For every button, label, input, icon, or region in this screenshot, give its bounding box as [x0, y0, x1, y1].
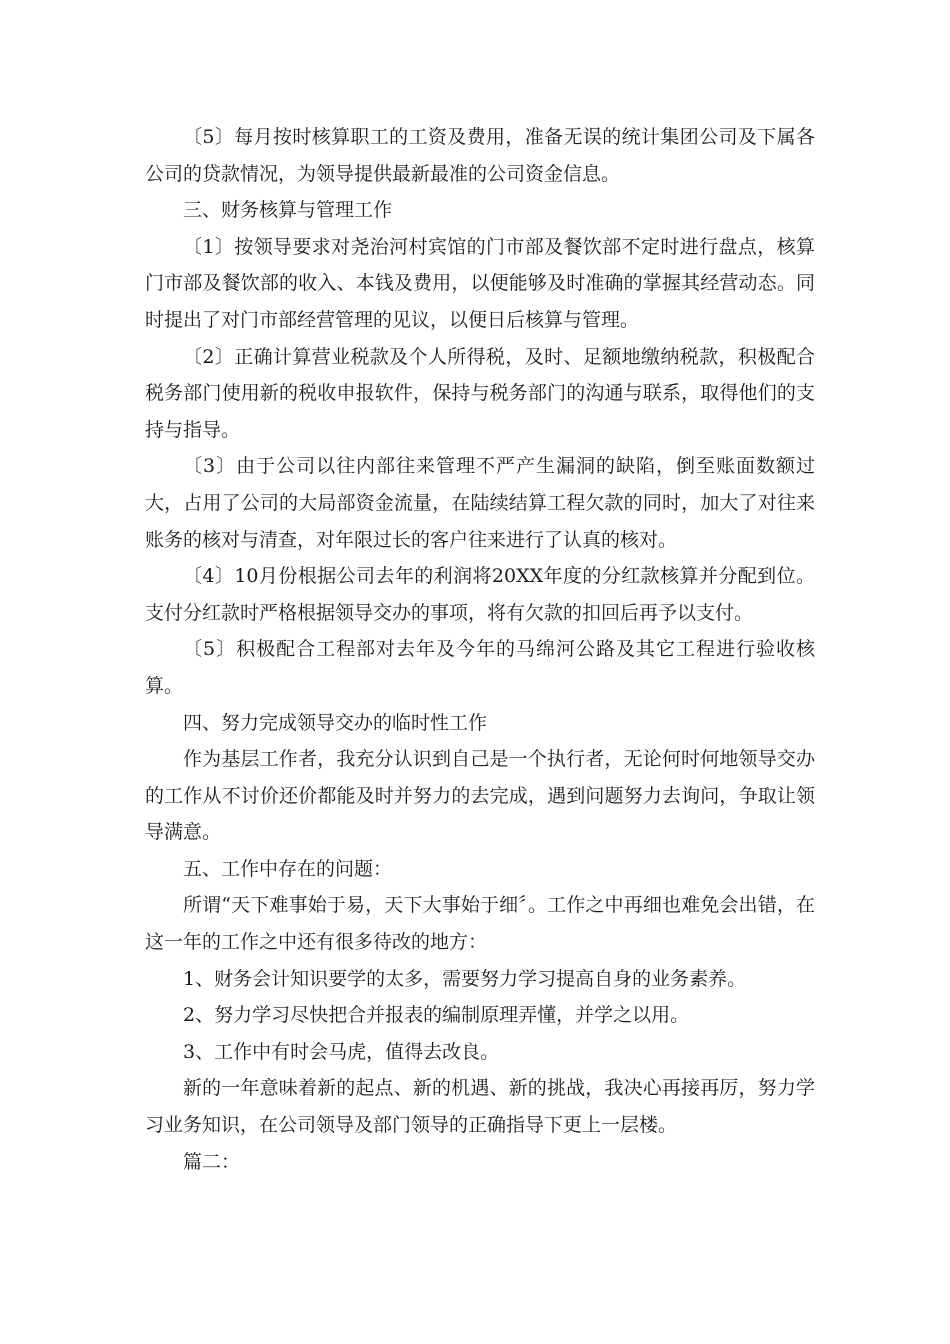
heading-temporary-work: 四、努力完成领导交办的临时性工作 [183, 711, 488, 734]
document-body [145, 119, 815, 1180]
paragraph-internal-accounts: 〔3〕由于公司以往内部往来管理不严产生漏洞的缺陷，倒至账面数额过大，占用了公司的大局部资金流量，在陆续结算工程欠款的同时，加大了对往来账务的核对与清查，对年限过长的客户往来进行了认真的核对。 [145, 455, 815, 551]
paragraph-inventory-check: 〔1〕按领导要求对尧治河村宾馆的门市部及餐饮部不定时进行盘点，核算门市部及餐饮部的收入、本钱及费用，以便能够及时准确的掌握其经营动态。同时提出了对门市部经营管理的见议，以便日后核算与管理。 [145, 235, 815, 331]
list-item-3: 3、工作中有时会马虎，值得去改良。 [183, 1040, 500, 1063]
list-item-1: 1、财务会计知识要学的太多，需要努力学习提高自身的业务素养。 [183, 967, 747, 990]
heading-problems: 五、工作中存在的问题： [183, 857, 393, 880]
paragraph-new-year: 新的一年意味着新的起点、新的机遇、新的挑战，我决心再接再厉，努力学习业务知识，在公司领导及部门领导的正确指导下更上一层楼。 [145, 1077, 815, 1137]
section-label-part-two: 篇二： [183, 1150, 241, 1173]
paragraph-executor: 作为基层工作者，我充分认识到自己是一个执行者，无论何时何地领导交办的工作从不讨价还价都能及时并努力的去完成，遇到问题努力去询问，争取让领导满意。 [145, 748, 815, 844]
paragraph-salary-accounting: 〔5〕每月按时核算职工的工资及费用，准备无误的统计集团公司及下属各公司的贷款情况，为领导提供最新最准的公司资金信息。 [145, 126, 815, 185]
list-item-2: 2、努力学习尽快把合并报表的编制原理弄懂，并学之以用。 [183, 1004, 690, 1027]
heading-financial-accounting: 三、财务核算与管理工作 [183, 199, 393, 222]
paragraph-tax-calculation: 〔2〕正确计算营业税款及个人所得税，及时、足额地缴纳税款，积极配合税务部门使用新的税收申报软件，保持与税务部门的沟通与联系，取得他们的支持与指导。 [145, 345, 815, 441]
paragraph-project-acceptance: 〔5〕积极配合工程部对去年及今年的马绵河公路及其它工程进行验收核算。 [145, 638, 815, 697]
paragraph-dividend: 〔4〕10月份根据公司去年的利润将20XX年度的分红款核算并分配到位。支付分红款时严格根据领导交办的事项，将有欠款的扣回后再予以支付。 [145, 565, 815, 624]
paragraph-quote: 所谓“天下难事始于易，天下大事始于细〞。工作之中再细也难免会出错，在这一年的工作之中还有很多待改的地方： [145, 894, 815, 954]
